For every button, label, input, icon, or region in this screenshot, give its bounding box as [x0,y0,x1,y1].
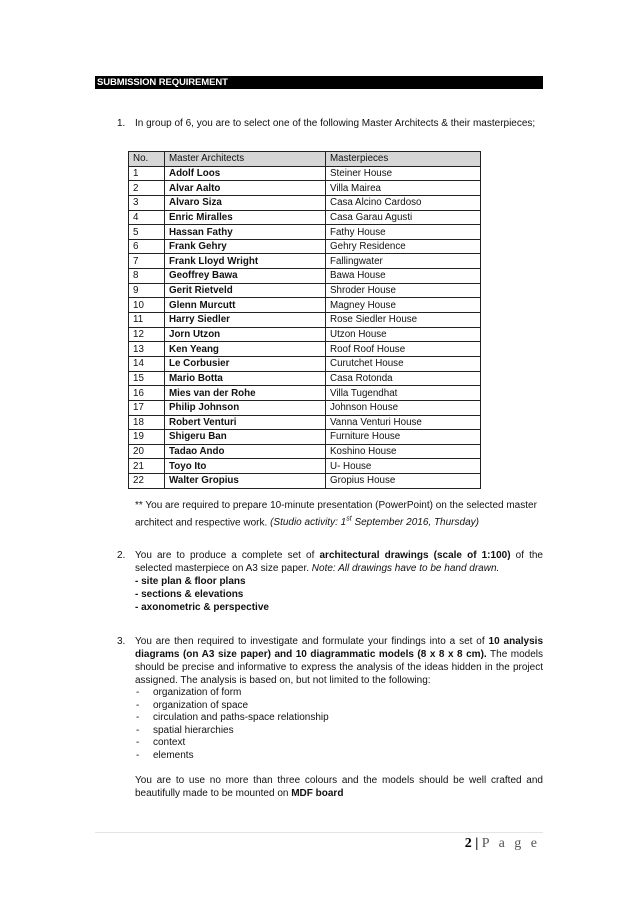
studio-activity [270,517,479,528]
architects-table [128,151,481,489]
cell-architect: Le Corbusier [165,356,326,371]
item-number: 2. [117,550,126,561]
table-row [129,181,481,196]
list-item: - organization of space [135,700,543,713]
cell-architect: Adolf Loos [165,166,326,181]
cell-no: 10 [129,298,165,313]
list-item: - circulation and paths-space relationship [135,712,543,725]
list-item: - context [135,737,543,750]
cell-architect: Shigeru Ban [165,430,326,445]
cell-architect: Tadao Ando [165,444,326,459]
table-header-row [129,152,481,167]
cell-no: 14 [129,356,165,371]
table-row [129,195,481,210]
list-item: - elements [135,750,543,763]
cell-no: 17 [129,400,165,415]
cell-masterpiece: U- House [326,459,481,474]
cell-masterpiece: Johnson House [326,400,481,415]
cell-masterpiece: Roof Roof House [326,342,481,357]
cell-no: 21 [129,459,165,474]
cell-architect: Mario Botta [165,371,326,386]
table-row [129,298,481,313]
page-footer [465,836,540,852]
item3-post: The models should be precise and informative to express the analysis of the ideas hidden in the project assigned. The analysis is based on, but not limited to the following: [135,649,543,686]
table-row [129,327,481,342]
cell-architect: Mies van der Rohe [165,386,326,401]
cell-architect: Jorn Utzon [165,327,326,342]
cell-architect: Toyo Ito [165,459,326,474]
closing-text: You are to use no more than three colours and the models should be well crafted and beautifully made to be mounted on [135,775,543,799]
cell-masterpiece: Villa Tugendhat [326,386,481,401]
cell-masterpiece: Furniture House [326,430,481,445]
cell-no: 16 [129,386,165,401]
table-row [129,283,481,298]
cell-masterpiece: Magney House [326,298,481,313]
table-row [129,371,481,386]
item2-note: Note: All drawings have to be hand drawn. [311,563,500,574]
cell-masterpiece: Koshino House [326,444,481,459]
cell-no: 4 [129,210,165,225]
cell-no: 18 [129,415,165,430]
cell-no: 9 [129,283,165,298]
table-row [129,400,481,415]
table-row [129,225,481,240]
cell-no: 20 [129,444,165,459]
item2-bold: architectural drawings (scale of 1:100) [319,550,511,561]
cell-masterpiece: Rose Siedler House [326,313,481,328]
cell-architect: Gerit Rietveld [165,283,326,298]
cell-no: 15 [129,371,165,386]
page-number: 2 [464,836,472,851]
cell-masterpiece: Villa Mairea [326,181,481,196]
closing-bold: MDF board [291,788,344,799]
table-row [129,254,481,269]
drawing-item: - sections & elevations [135,589,244,600]
item-number: 3. [117,636,126,647]
table-body [129,166,481,488]
cell-architect: Philip Johnson [165,400,326,415]
cell-architect: Hassan Fathy [165,225,326,240]
studio-suffix: September 2016, Thursday) [351,517,479,529]
note-text: ** You are required to prepare 10-minute presentation (PowerPoint) on the selected master architect and respective work. [135,500,537,529]
cell-architect: Alvar Aalto [165,181,326,196]
studio-sup: st [346,516,352,523]
cell-masterpiece: Gehry Residence [326,239,481,254]
cell-no: 1 [129,166,165,181]
table-row [129,430,481,445]
cell-no: 5 [129,225,165,240]
cell-masterpiece: Gropius House [326,474,481,489]
cell-masterpiece: Vanna Venturi House [326,415,481,430]
table-row [129,269,481,284]
cell-masterpiece: Casa Alcino Cardoso [326,195,481,210]
cell-masterpiece: Bawa House [326,269,481,284]
table-row [129,356,481,371]
item3-bold: 10 analysis diagrams (on A3 size paper) and 10 diagrammatic models (8 x 8 x 8 cm). [135,636,544,660]
drawing-list [135,575,543,614]
cell-masterpiece: Utzon House [326,327,481,342]
cell-masterpiece: Casa Garau Agusti [326,210,481,225]
drawing-item: - site plan & floor plans [135,576,246,587]
cell-architect: Glenn Murcutt [165,298,326,313]
cell-masterpiece: Fallingwater [326,254,481,269]
cell-architect: Geoffrey Bawa [165,269,326,284]
cell-no: 22 [129,474,165,489]
analysis-list [135,687,543,762]
header-architects: Master Architects [165,152,326,167]
footer-separator: | [475,836,479,851]
cell-masterpiece: Curutchet House [326,356,481,371]
studio-prefix: (Studio activity: 1 [270,517,347,529]
cell-masterpiece: Fathy House [326,225,481,240]
cell-no: 12 [129,327,165,342]
cell-architect: Harry Siedler [165,313,326,328]
header-no: No. [129,152,165,167]
item-text [135,635,543,800]
cell-masterpiece: Steiner House [326,166,481,181]
cell-no: 19 [129,430,165,445]
cell-no: 13 [129,342,165,357]
cell-no: 8 [129,269,165,284]
closing-paragraph [135,774,543,800]
table-row [129,166,481,181]
cell-no: 6 [129,239,165,254]
footer-divider [95,832,543,833]
cell-architect: Robert Venturi [165,415,326,430]
list-item: - spatial hierarchies [135,725,543,738]
item2-pre: You are to produce a complete set of [135,550,320,561]
cell-masterpiece: Casa Rotonda [326,371,481,386]
table-row [129,313,481,328]
cell-architect: Enric Miralles [165,210,326,225]
item-text [135,549,543,614]
cell-no: 2 [129,181,165,196]
table-row [129,342,481,357]
cell-architect: Frank Gehry [165,239,326,254]
cell-no: 3 [129,195,165,210]
item3-pre: You are then required to investigate and formulate your findings into a set of [135,636,489,647]
cell-architect: Frank Lloyd Wright [165,254,326,269]
cell-architect: Alvaro Siza [165,195,326,210]
cell-no: 7 [129,254,165,269]
table-row [129,239,481,254]
table-row [129,415,481,430]
table-row [129,459,481,474]
list-item: - organization of form [135,687,543,700]
table-row [129,210,481,225]
drawing-item: - axonometric & perspective [135,602,269,613]
cell-architect: Ken Yeang [165,342,326,357]
item-number: 1. [117,118,126,129]
table-row [129,474,481,489]
table-row [129,444,481,459]
item2-post: of the selected masterpiece on A3 size paper. [135,550,543,574]
cell-architect: Walter Gropius [165,474,326,489]
item-text: In group of 6, you are to select one of the following Master Architects & their masterpieces; [135,118,536,129]
section-heading: SUBMISSION REQUIREMENT [95,76,543,89]
presentation-note [135,499,547,530]
page-label: P a g e [481,836,540,851]
table-row [129,386,481,401]
cell-no: 11 [129,313,165,328]
header-masterpieces: Masterpieces [326,152,481,167]
cell-masterpiece: Shroder House [326,283,481,298]
